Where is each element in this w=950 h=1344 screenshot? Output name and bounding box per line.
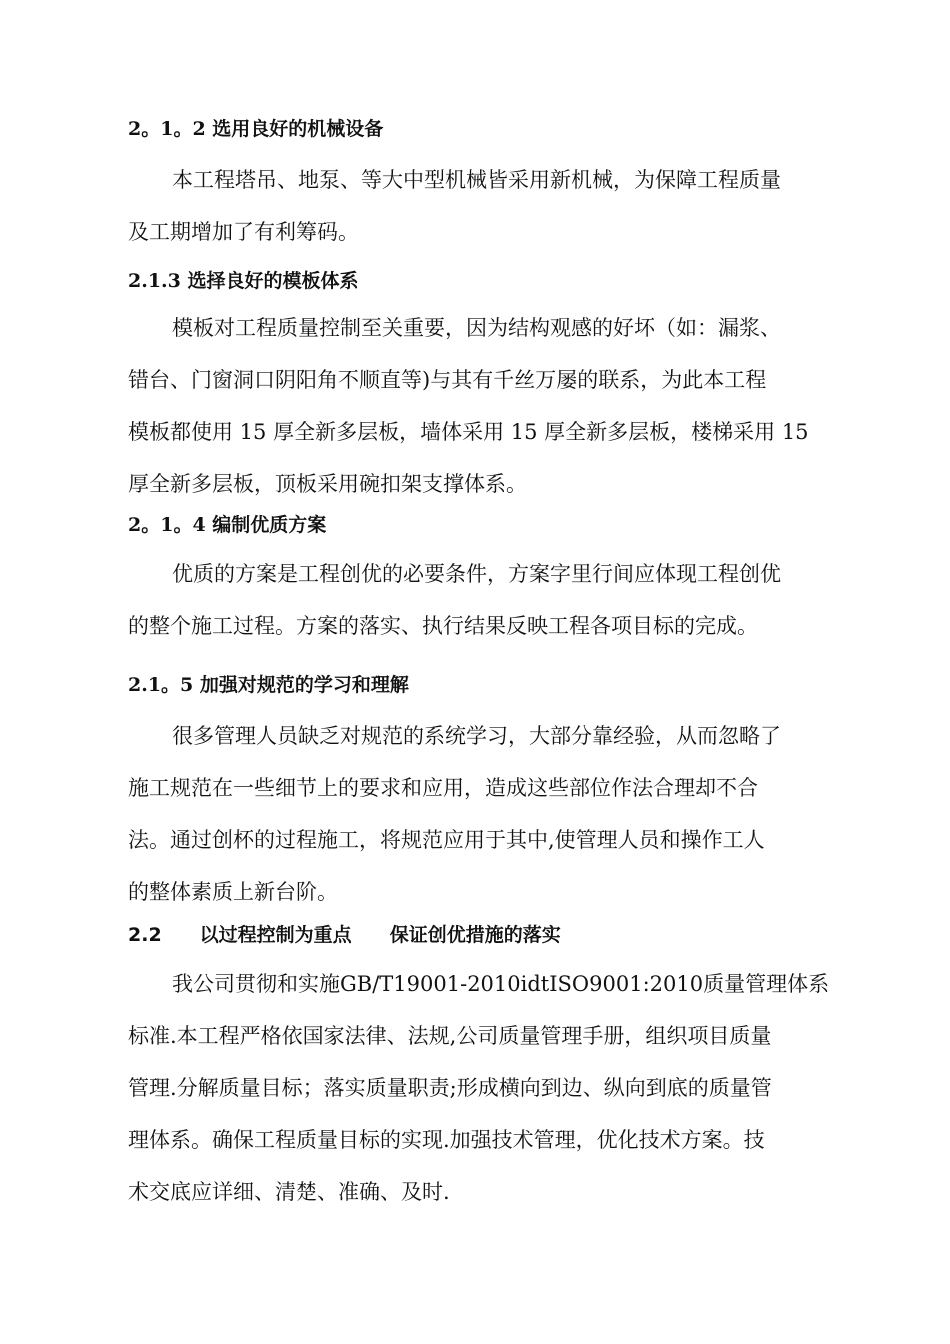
paragraph-line: 模板对工程质量控制至关重要，因为结构观感的好坏（如：漏浆、: [172, 316, 781, 340]
section-body-2-1-3: [128, 302, 828, 510]
section-heading-2-1-5: 2.1。5 加强对规范的学习和理解: [128, 674, 409, 696]
section-title-part-b: 保证创优措施的落实: [389, 924, 561, 946]
paragraph-line: 错台、门窗洞口阴阳角不顺直等)与其有千丝万屡的联系，为此本工程: [128, 368, 767, 392]
section-body-2-1-4: [128, 548, 828, 652]
paragraph-line: 施工规范在一些细节上的要求和应用，造成这些部位作法合理却不合: [128, 776, 758, 800]
paragraph-line: 法。通过创杯的过程施工，将规范应用于其中,使管理人员和操作工人: [128, 828, 765, 852]
paragraph-line: 的整个施工过程。方案的落实、执行结果反映工程各项目标的完成。: [128, 614, 758, 638]
section-body-2-1-5: [128, 710, 828, 918]
paragraph-line: 及工期增加了有利筹码。: [128, 220, 359, 244]
paragraph-line: 本工程塔吊、地泵、等大中型机械皆采用新机械，为保障工程质量: [172, 168, 781, 192]
paragraph-line: 理体系。确保工程质量目标的实现.加强技术管理，优化技术方案。技: [128, 1128, 765, 1152]
paragraph-line: 厚全新多层板，顶板采用碗扣架支撑体系。: [128, 472, 527, 496]
section-heading-2-1-3: 2.1.3 选择良好的模板体系: [128, 270, 359, 292]
paragraph-line: 我公司贯彻和实施GB/T19001-2010idtISO9001:2010质量管理体系: [172, 972, 830, 996]
section-heading-2-2: [128, 922, 828, 948]
paragraph-line: 优质的方案是工程创优的必要条件，方案字里行间应体现工程创优: [172, 562, 781, 586]
paragraph-line: 术交底应详细、清楚、准确、及时.: [128, 1180, 450, 1204]
paragraph-line: 管理.分解质量目标；落实质量职责;形成横向到边、纵向到底的质量管: [128, 1076, 772, 1100]
section-body-2-1-2: [128, 154, 828, 258]
paragraph-line: 模板都使用 15 厚全新多层板，墙体采用 15 厚全新多层板，楼梯采用 15: [128, 420, 809, 444]
paragraph-line: 的整体素质上新台阶。: [128, 880, 338, 904]
section-heading-2-1-2: 2。1。2 选用良好的机械设备: [128, 118, 384, 140]
section-number: 2.2: [128, 924, 162, 946]
paragraph-line: 标准.本工程严格依国家法律、法规,公司质量管理手册，组织项目质量: [128, 1024, 772, 1048]
section-heading-2-1-4: 2。1。4 编制优质方案: [128, 514, 327, 536]
section-title-part-a: 以过程控制为重点: [199, 924, 352, 946]
section-body-2-2: [128, 958, 828, 1218]
paragraph-line: 很多管理人员缺乏对规范的系统学习，大部分靠经验，从而忽略了: [172, 724, 781, 748]
